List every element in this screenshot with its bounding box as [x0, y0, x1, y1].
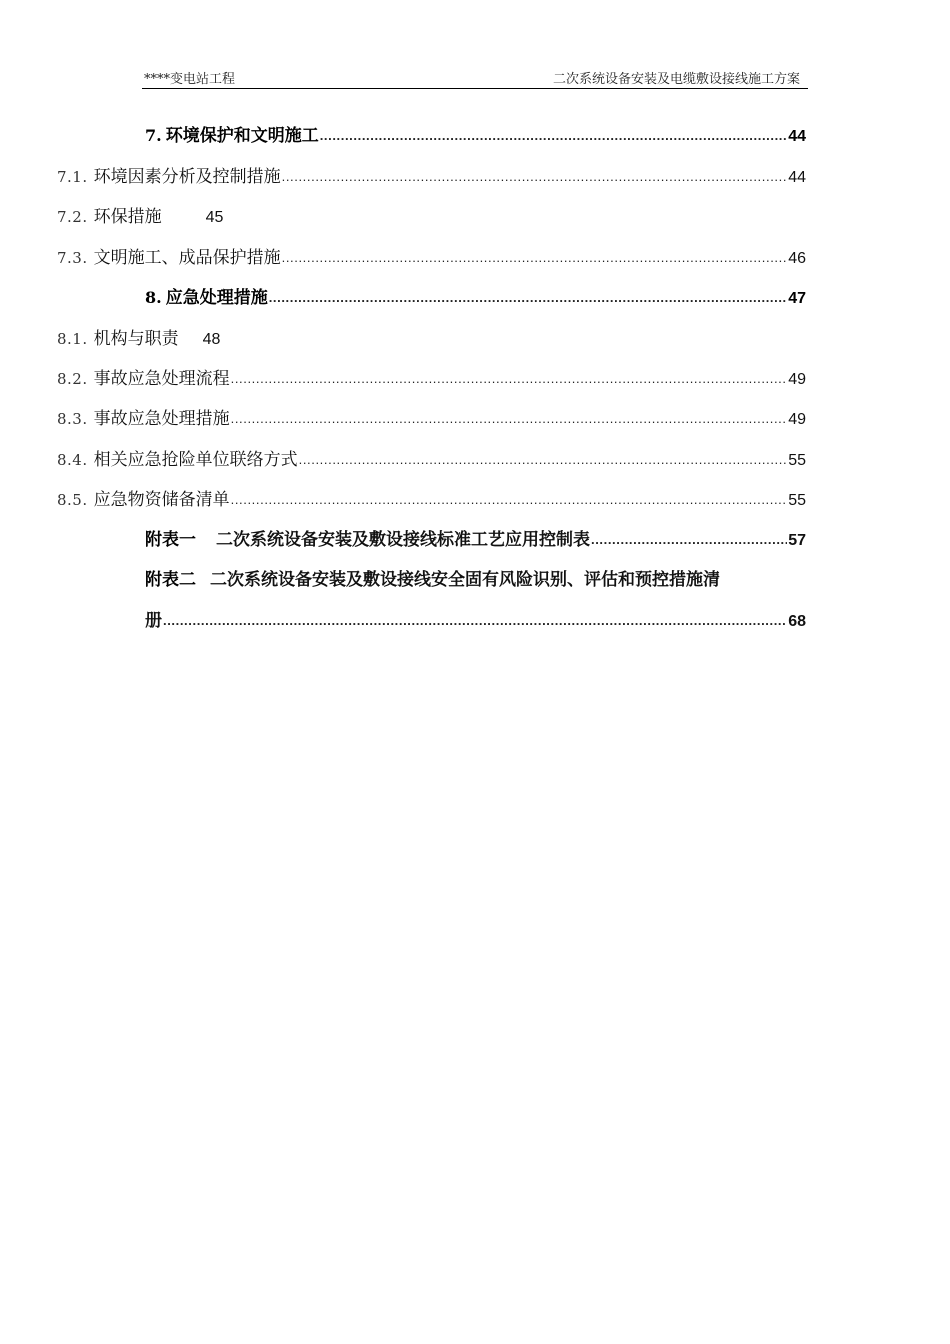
dot-leader [163, 609, 787, 633]
toc-entry-number: 8.5. [57, 491, 88, 509]
header-document-title: 二次系统设备安装及电缆敷设接线施工方案 [552, 72, 800, 87]
toc-entry-title-continued: 册 [145, 611, 162, 631]
toc-entry-page: 55 [788, 492, 806, 509]
toc-entry-8-5[interactable] [57, 488, 806, 513]
toc-entry-page: 44 [788, 169, 806, 186]
toc-entry-number: 7.2. [57, 208, 88, 226]
toc-entry-title: 应急物资储备清单 [93, 490, 230, 510]
toc-entry-title: 环保措施 [93, 207, 162, 227]
toc-entry-7-3[interactable] [57, 246, 806, 271]
appendix-label: 附表一 [145, 530, 196, 550]
toc-entry-page: 55 [788, 452, 806, 469]
toc-entry-8-3[interactable] [57, 407, 806, 432]
toc-entry-page: 44 [788, 128, 806, 145]
toc-entry-title: 二次系统设备安装及敷设接线标准工艺应用控制表 [216, 530, 590, 550]
dot-leader [299, 448, 788, 472]
dot-leader [231, 488, 788, 512]
toc-entry-page: 45 [205, 209, 224, 226]
toc-entry-7-1[interactable] [57, 165, 806, 190]
dot-leader [282, 246, 788, 270]
toc-entry-page: 48 [202, 331, 221, 348]
toc-entry-page: 57 [788, 532, 806, 549]
dot-leader [282, 165, 788, 189]
toc-entry-chapter-7[interactable] [145, 124, 806, 149]
toc-entry-title: 应急处理措施 [165, 288, 268, 308]
appendix-label: 附表二 [145, 570, 196, 590]
toc-entry-appendix-2[interactable] [145, 568, 806, 592]
toc-entry-number: 8.3. [57, 410, 88, 428]
toc-entry-7-2[interactable] [57, 205, 806, 230]
toc-entry-title: 环境因素分析及控制措施 [93, 167, 281, 187]
toc-entry-number: 8.2. [57, 370, 88, 388]
dot-leader [231, 367, 788, 391]
toc-entry-page: 46 [788, 250, 806, 267]
toc-entry-title: 文明施工、成品保护措施 [93, 248, 281, 268]
toc-entry-title: 二次系统设备安装及敷设接线安全固有风险识别、评估和预控措施清 [210, 570, 720, 590]
toc-entry-page: 49 [788, 411, 806, 428]
toc-entry-chapter-8[interactable] [145, 286, 806, 311]
toc-entry-title: 事故应急处理措施 [93, 409, 230, 429]
dot-leader [269, 286, 788, 310]
toc-entry-appendix-1[interactable] [145, 528, 806, 553]
toc-entry-title: 环境保护和文明施工 [165, 126, 319, 146]
toc-entry-title: 机构与职责 [93, 329, 179, 349]
toc-entry-number: 7. [145, 126, 162, 145]
toc-entry-8-4[interactable] [57, 448, 806, 473]
toc-entry-8-1[interactable] [57, 327, 806, 352]
toc-entry-page: 68 [788, 613, 806, 630]
dot-leader [320, 124, 788, 148]
toc-entry-number: 7.1. [57, 168, 88, 186]
header-project-name: ****变电站工程 [144, 72, 236, 87]
dot-leader [231, 407, 788, 431]
toc-entry-title: 相关应急抢险单位联络方式 [93, 450, 298, 470]
page-header [142, 66, 808, 89]
dot-leader [591, 528, 787, 552]
toc-entry-8-2[interactable] [57, 367, 806, 392]
toc-entry-appendix-2-continued[interactable] [145, 609, 806, 634]
toc-entry-number: 8.4. [57, 451, 88, 469]
toc-entry-page: 47 [788, 290, 806, 307]
toc-entry-number: 8.1. [57, 330, 88, 348]
toc-entry-number: 8. [145, 288, 162, 307]
toc-entry-page: 49 [788, 371, 806, 388]
toc-entry-title: 事故应急处理流程 [93, 369, 230, 389]
toc-entry-number: 7.3. [57, 249, 88, 267]
